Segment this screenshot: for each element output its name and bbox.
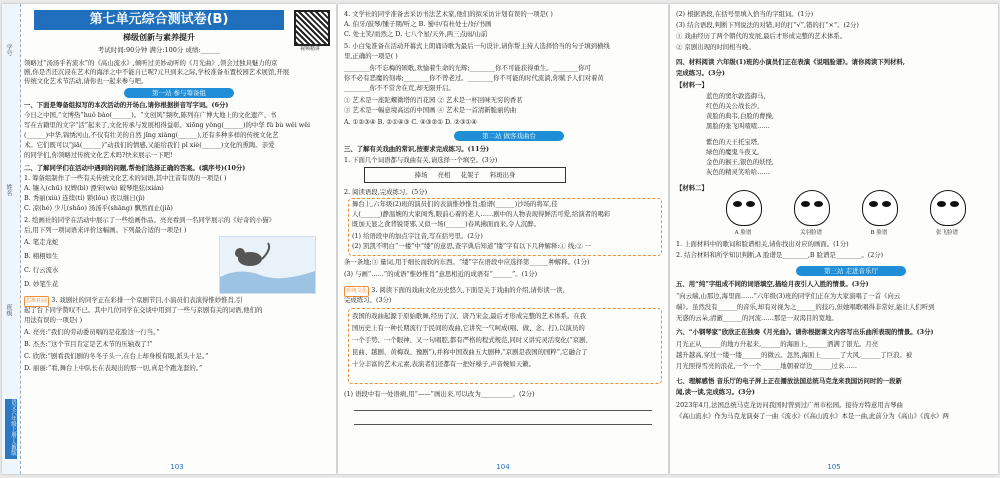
page-103 [2, 4, 336, 474]
passage-line: 《高山流水》作为马克龙演奏了一曲《流水》(《高山流水》本是一曲,此前分为《高山》《流水》两 [676, 412, 949, 420]
question-line: ① 戏曲经历了两个朝代的发展,最后才形成完整的艺术体系。 [676, 32, 847, 40]
question-7-title: 闻,读一读,完成练习。(3分) [676, 388, 755, 396]
lyric-line: 绿色的魔鬼斗夜叉, [706, 148, 760, 156]
mask-caption: 关羽脸谱 [799, 230, 822, 236]
page-105 [670, 4, 998, 474]
question-line: 里,正确的一项是( ) [344, 52, 398, 60]
section-banner-1: 第一站 参与筹备组 [124, 88, 234, 98]
opera-mask-icon [726, 190, 762, 226]
question-6-title: 六、“小钢琴家”欣欣正在独奏《月光曲》。请你根据课文内容写出乐曲所表现的情景。(3分) [676, 328, 934, 336]
option-line: B. 栩栩如生 [24, 252, 59, 260]
test-info: 考试时间:90分钟 满分:100分 成绩:______ [97, 46, 221, 54]
question-line: 无惑的云朵,清澈______的河流……那是一双渴目的宽地。 [676, 314, 838, 322]
question-line: 2. 结合材料和所学知识判断,A 脸谱是________,B 脸谱是________。(2分) [676, 251, 884, 259]
question-7-title: 七、理解感悟 音乐厅的电子屏上正在播放法国总统马克龙来我国访问时的一段新 [676, 377, 902, 385]
binding-margin [2, 4, 21, 474]
question-2-title: 二、了解同学们在活动中遇到的问题,帮他们选择正确的答案。(填序号)(10分) [24, 164, 246, 172]
word-item: 亮相 [437, 171, 451, 179]
question-line: ________你不不常舍在荒,却无限开启。 [344, 84, 455, 92]
passage-line: 2023年4月,法国总统马克龙访问我国时曾到过广州市松园。接待方特意用古琴曲 [676, 401, 903, 409]
option-line: ③ 艺术是一幅意境高远的中国画 ④ 艺术是一首清新脆丽的曲 [344, 106, 517, 114]
question-line: 越升越高,穿过一缕一缕______的微云。忽然,海面上______了大风,______了巨浪。被 [676, 351, 913, 359]
qr-code-icon[interactable] [294, 10, 330, 46]
passage-line: 国历史上有一种长期流行于民间的戏曲,它讲究一气呵成(唱、做、念、打),以演员的 [352, 324, 585, 332]
page-number: 105 [827, 463, 841, 471]
opera-mask-icon [930, 190, 966, 226]
lyric-line: 紫色的天王托宝塔, [706, 138, 760, 146]
question-line: 条一条地;③ 量词,用于细长而软的东西。“缕”字在语段中应选择第______种解释。(1分) [344, 258, 590, 266]
question-line: 月光正从______的地方升起来,______的海面上,______洒满了银光。月亮 [676, 340, 879, 348]
section-banner-3: 第三站 走进音乐厅 [796, 266, 906, 276]
question-line: 2. 阅读语段,完成练习。(5分) [344, 188, 428, 196]
intro-line: 传统文化艺术节活动,请你也一起来参与吧。 [24, 77, 148, 85]
option-line: D. 妙笔生花 [24, 280, 59, 288]
passage-line: (2) 凯凯不明白“一楼”中“缕”的意思,查字典后知道“缕”字有以下几种解释:① 线;② 一 [352, 242, 592, 250]
lyric-line: 蓝色的窦尔敦盗御马, [706, 92, 766, 100]
spine-label-class: 班级 [5, 304, 12, 316]
lyric-line: 黄脸的典韦,白脸的曹操, [706, 112, 774, 120]
question-3-text: 3. 戏剧社的同学正在彩排一个京剧节目,小演员们表演得惟妙惟肖,引 [51, 296, 243, 304]
question-line: ② 京剧出现的时间相当晚。 [676, 43, 755, 51]
passage-line: 十分丰富的艺术元素,表演者们还都有一把好嗓子,声音婉如天籁。 [352, 360, 535, 368]
section-banner-2: 第二站 做客戏曲台 [454, 131, 564, 141]
question-4-title: 四、材料阅读 六年级(1)班的小演员们正在表演《说唱脸谱》。请你阅读下列材料, [676, 58, 906, 66]
question-line: 4. 文学社的同学准备去采访书法艺术家,他们的拟采访计划有误的一项是( ) [344, 10, 553, 18]
option-line: C. 凉(hé) 少儿(shǎo) 汤汤乎(shāng) 飘然而止(jiǎ) [24, 204, 173, 212]
question-line: 你不必有恶魔的刻毒;________你不曾老过。________你不可能的时代流淌,你赋予人们对着黄 [344, 74, 604, 82]
question-1-line: 的同学们,你领略过传统文化艺术吗?快来展示一下吧! [24, 151, 173, 159]
option-line: ① 艺术是一座陀螺微塔的百花园 ② 艺术是一杯回味无穷的香茗 [344, 96, 523, 104]
qr-caption: 视频精讲 [299, 46, 320, 52]
question-line: (1) 语段中有一处语病,用“——”画出来,可以改为__________。(2分) [344, 390, 535, 398]
question-4-title: 完成练习。(3分) [676, 69, 725, 77]
tag-badge: 传统文化 [344, 286, 369, 297]
question-line: 1. 下面几个词语都与戏曲有关,请选择一个填空。(3分) [344, 156, 498, 164]
word-item: 料斑出身 [489, 171, 516, 179]
test-title: 第七单元综合测试卷(B) [34, 10, 284, 30]
cat-painting-image [219, 236, 316, 294]
test-subtitle: 梯级创新与素养提升 [123, 33, 195, 42]
option-line: A. 镶入(chū) 奴婢(bì) 漂宋(wù) 破琴绝弦(xián) [24, 184, 164, 192]
lyric-line: 金色的猴王,银色的妖怪, [706, 158, 774, 166]
mask-caption: 张飞脸谱 [935, 230, 958, 236]
opera-mask-icon [794, 190, 830, 226]
page-number: 104 [496, 463, 510, 471]
page-104 [338, 4, 668, 474]
opera-mask-icon [862, 190, 898, 226]
question-line: 端》。虽然没有______的音乐,却有对视为之______的技巧,但她唱歌唱得非常好,能让人们听到 [676, 303, 935, 311]
option-line: A. ①②③④ B. ②①④③ C. ④③②① D. ②③①④ [344, 118, 477, 126]
question-1-line: 写在古籍里的文字“活”起来了,文化传承与发展相得益彰。xiōng yǒng(______)的中华 fǔ bù wěi wěi [24, 121, 311, 129]
tag-badge: 思维拓展 [24, 296, 49, 307]
question-line: ________你不忘梅的颂歌,欢愉着生命的光辉;________你不可能获得重生。________你可 [344, 64, 592, 72]
option-line: A. 伯牙/鼓琴/锺子期/听之 B. 蜀中/有杜处士/好/书画 [344, 20, 492, 28]
intro-line: 领略过“汤汤乎若流水”的《高山流水》,倾听过美妙动听的《月光曲》,领会过独具魅力的京 [24, 59, 278, 67]
question-4-text: 3. 阅读下面的戏曲文化历史悠久,下面是关于戏曲的介绍,请你读一读, [371, 286, 565, 294]
question-line: (3) 结合语段,判断下列说法的对错,对的打“√”,错的打“×”。(2分) [676, 21, 859, 29]
question-2-line: 1. 筹备组制作了一些有关传统文化艺术的词语,其中注音有误的一项是( ) [24, 174, 227, 182]
question-line: 1. 上面材料中的歌词和脸谱相关,请你找出对应的画面。(1分) [676, 240, 849, 248]
option-line: C. 行云流水 [24, 266, 59, 274]
option-line: B. 秀丽(xiù) 连续(tí) 锁(lǒu) 夜以继日(jì) [24, 194, 145, 202]
page-105-content [676, 4, 992, 474]
intro-line: 剧,你是否还沉浸在艺术的海洋之中不能自已呢?元旦到来之际,学校准备布置校园艺术展馆,开展 [24, 68, 290, 76]
question-5-title: 五、用“纯”字组成不同的词语填空,描绘月夜引人入胜的情景。(3分) [676, 280, 869, 288]
question-2-line: 用法有误的一项是( ) [24, 316, 83, 324]
option-line: C. 欣欣:“剧看我们剧的冬冬子头一,在台上却身板有眼,派头十足。” [24, 352, 209, 360]
question-line: 5. 小白兔准备在活动开幕式上朗诵诗歌为最后一句设计,请你帮主持人选择恰当的句子填到横线 [344, 42, 610, 50]
answer-line[interactable] [354, 416, 652, 425]
cat-icon [220, 237, 315, 293]
word-item: 花架子 [460, 171, 480, 179]
lyric-line: 红色的关公战长沙, [706, 102, 760, 110]
passage-line: 一个手势、一个眼神、又一句唱腔,都有严格的程式规范,同时又讲究灵活变化(“京剧、 [352, 336, 592, 344]
option-line: A. 亮亮:“我们的劳动委员唱的是花脸这一行当。” [24, 328, 160, 336]
lyric-line: 灰色的精灵笑哈哈…… [706, 168, 770, 176]
passage-line: 昆曲、越剧、黄梅戏、豫剧”),并称中国戏曲五大剧种,“京剧是我国的国粹”,它融合了 [352, 348, 588, 356]
question-3-title: 三、了解有关戏曲的常识,按要求完成练习。(11分) [344, 145, 489, 153]
option-line: C. 处士笑/而然之 D. 七八个星/天外,两三点雨/山前 [344, 30, 488, 38]
spine-band: 语文六年级上册·人教版 [5, 399, 17, 459]
passage-line: 我国的戏曲起源于原始歌舞,经历了汉、唐乃宋金,最后才形成完整的艺术体系。在我 [352, 312, 587, 320]
question-1-line: 今日之中国,“文博热”huǒ bào(______)。“文创风”频吹,陈列在广博大地上的文化遗产、书 [24, 111, 277, 119]
spine-label-name: 姓名 [5, 184, 12, 196]
question-1-title: 一、下面是筹备组拟写的本次活动的开场白,请你根据拼音写字词。(6分) [24, 101, 229, 109]
question-2-line: 后,用下列一项词语来评价这幅画。下列最合适的一项是( ) [24, 226, 187, 234]
question-line: (2) 根据语段,在括号里填入恰当的字组词。(1分) [676, 10, 814, 18]
word-bank [364, 167, 566, 183]
page-number: 103 [170, 463, 184, 471]
mask-caption: A 脸谱 [734, 230, 752, 236]
answer-line[interactable] [354, 402, 652, 411]
question-1-line: 术。它们既可以“jiā(______)”动我们的情感,又能给我们 pǐ xiè(______)文化的熏陶。亲爱 [24, 141, 275, 149]
passage-line: 舞台上,六年级(2)班的演员们的表演惟妙惟肖;脸谱(______)沙场的将军,佳 [352, 200, 558, 208]
material-2-label: 【材料二】 [676, 184, 708, 192]
lyric-line: 黑脸的张飞叫喳喳…… [706, 122, 770, 130]
question-2-line: 起了台下同学赞叹不已。其中几位同学在交谈中用到了一些与京剧有关的词语,他们的 [24, 306, 263, 314]
option-line: A. 笔走龙蛇 [24, 238, 59, 246]
question-1-line: (______)中华,锦绣河山,不仅有壮美的自然 jǐng xiàng(______),还有多种多样的传统文化艺 [24, 131, 279, 139]
passage-line: 既加天显之食背锐哥邪,又似一场(______)春风拂面而来,令人沉醉。 [352, 220, 540, 228]
question-line: “向云端,山那边,海里面……”六年级(3)班的同学们正在为大家演唱了一首《向云 [676, 292, 901, 300]
passage-line: (1) 给语段中的加点字注音,写在括号里。(2分) [352, 232, 483, 240]
question-line: 完成练习。(3分) [344, 296, 392, 304]
question-2-line: 2. 绘画社的同学在活动中展示了一些绘画作品。亮亮看到一名同学展示的《好奇的小猫》 [24, 216, 275, 224]
question-line: 月光照得雪亮的浪花,一个一个______地朝着岸边______过来…… [676, 362, 857, 370]
mask-caption: B 脸谱 [870, 230, 888, 236]
material-1-label: 【材料一】 [676, 81, 708, 89]
spine-label-id: 学号 [5, 44, 12, 56]
word-item: 捧场 [414, 171, 428, 179]
question-line: (3) 与画“……”的成语“惟妙惟肖”意思相近的成语有“______”。(1分) [344, 270, 538, 278]
page-103-content [24, 4, 330, 474]
page-104-content [344, 4, 662, 474]
passage-line: 人(______)静温婉的大家闺秀,眼前心着的老人……剧中的人物表现得鲜活可爱,给演者的喝彩 [352, 210, 611, 218]
option-line: D. 丽丽:“看,舞台上中队长在表现出的那一切,真是个跑龙套的。” [24, 364, 203, 372]
option-line: B. 杰杰:“这个节目肯定是艺术节的压轴戏了!” [24, 340, 153, 348]
